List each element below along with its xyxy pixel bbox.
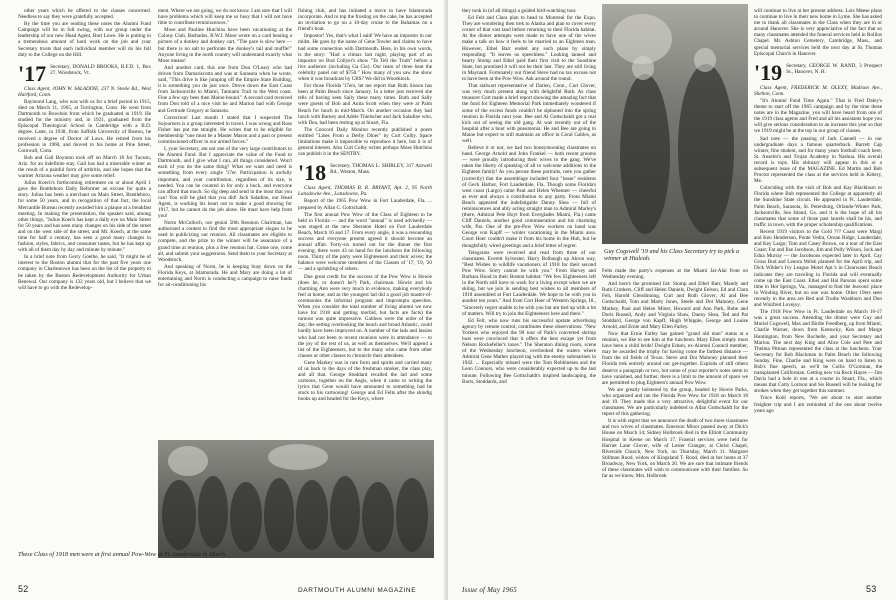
col2-paragraph: Now that Ernie Farley has gained "grand old man" status at a reunion, we like to see him at the luncheon. Mary Ellen simply must have been a child bride! Dwight Edson, ex-Alumni Council member, may be awarded the trophy for having come the farthest distance — from the oil fields of Texas. Steve and Dot Maloney planned their Florida trek entirely around our get-together. Exploits of still others deserve a paragraph or two, but some of your reporter's notes seem to have vanished, and further, there is a limit to the amount of space we are permitted to plug Eighteen's annual Pow Wow. [602,330,748,386]
photo-detail [620,74,670,234]
class-19-secretary: Secretary, GEORGE W. RAND, 3 Prospect St., Hanover, N. H. [786,62,882,75]
left-column-2 [158,8,292,432]
col1-paragraph: Raymond Lang, who was with us for a brief period in 1915, died on March 11, 1965, at Torrington, Conn. He went from Dartmouth to Bowdoin from which he graduated in 1919. He studied for the ministry and, in 1921, graduated from the Episcopal Theological School in Cambridge with a B.D. degree. Later, in 1938, from Suffolk University of Boston, he received a degree of Doctor of Laws. He retired from his profession in 1960, and moved to his home at Pine Street, Cornwall, Conn. [18,98,151,154]
class-17-agent: Class Agent, JOHN W. SALADINE, 237 N. Steele Rd., West Hartford, Conn. [18,85,151,98]
photo-detail [268,444,328,470]
col3-paragraph: The 1918 Pow Wow in Ft. Lauderdale on March 16-17 was a great success. Attending the dinner were Guy and Muriel Cogswell, Max and Birdie Freedberg, up from Miami, Charlie Warner, down from Kentucky, Ken and Marge Huntington, from New Rochelle, and your Secretary and Marion. The next day King and Alice Cole and Pete and Thelma Pitman represented the class at the luncheon. Your Secretary for Bob Blackman in Palm Beach the following Sunday. Fine, Charlie and King were on hand to listen to Bob's fine speech, as we'll be Collis O'Gorman, the transplanted Californian. Getting new via Rock Hayes — Jim Davis had a hole in one at a course in Stuart, Fla., which means that Cotty Lorrson and Sis Russell will be looking for strokes when they get together this summer. [754,309,882,395]
col1-paragraph: Ed Felt and Clara plan to head to Montreal for the Expo. They are wondering then trek to Alaska and plan to cover every corner of that vast land before returning to their Florida habitat. At the dinner attempts were made to have one of the wives make a talk on how it feels to be married to an Eighteen man. However, Ethel Barr ended any such plans by simply responding: "It leaves us speechless." Looking tanned and hearty Stomp and Ethel paid their first visit to the Sunshine State, but promised it will not be their last. They are still living in Maynard. Fortunately our friend Steve had no tax excuse not to have been at the Pow Wow. Ask around the round. [462,15,596,83]
col2-paragraph: And here's the promised list: Stomp and Ethel Barr, Mandy and Ruth Crothers, Cliff and Helen Daniels, Dwight Eelson, Ed and Clara Felt, Harold Glendinning, Curt and Ruth Glover, Al and Bee Gottschaldt, Tom and Marty Jones, Steele and Dot Maloney, Gene Markey, Paul and Helen Miner, Howard and Ann Park, Rube and Doris Russell, Andy and Virginia Shaw, Danny Shea, Ted and Pat Stoddard, George von Kapff, Hugh Whipple, George and Louise Arnold, and Ernie and Mary Ellen Farley. [602,281,748,330]
hialeah-photo [602,4,748,244]
right-column-2 [602,268,748,556]
class-19-number: '19 [754,59,783,85]
col3-paragraph: Recent 1919 visitors to the Gold ??? Coast were Margi and Ken Henderson, Ponte Vedra, Ocean Ridge, Lauderdale, and Key Largo; Tom and Casey Brown, on a tour of the East Coast; Fat and Ilse Jacobson, Jim and Polly Wilson, Jock and Edna Murray — the Jacobsons expected later in April. Cay Gross Bud and Lenora Welsh planned for the April trip, and Dick Wilder's Ivy League Motel Apt.'s in Clearwater Beach indicates they are traveling in Florida and will eventually come up the East Coast. Ethel and Hal Parsons spent some time in Hot Springs, Va., managed to find the Jeavons' place in Winding River, but no one was home. Other 19ers seen recently in the area are Red and Trudie Washburn and Don and Winifred Lovejoy. [754,228,882,309]
col3-paragraph: The first annual Pow Wow of the Class of Eighteen to be held in Florida — and the word "annual" is used advisedly — was staged at the new Sheraton Hotel on Fort Lauderdale Beach, March 16 and 17. From every angle, it was a resounding success and everyone present agreed it should become an annual affair. Forty-six turned out for the dinner the first evening; there were 43 on hand for the luncheon the following noon. Thirty of the party were Eighteeners and their wives; the balance were welcome members of the Classes of '17, '19, '20 — and a sprinkling of others. [298,211,432,273]
class-18-agent: Class Agent, THOMAS B. R. BRYANT, Apt. 2, 95 North Lansdowne Ave., Lansdowne, Pa. [298,185,432,198]
class-19-header [754,59,882,85]
photo-detail [694,48,716,72]
col3-paragraph: Due great credit for the success of the Pow Wow is Howie (does he, or doesn't he?) Park, chairman. Howie and his charming Ann were very much in evidence, making everybody feel at home; and as the youngest lad did a good job master-of-ceremonies the informal program and impromptu speeches. When you consider the total number of living alumni we now have for 1918 and getting morbid, but facts are facts) the turnout was quite impressive. Galileos were the order of the day; the setting overlooking the beach and broad Atlantic, could hardly have been improved on. A number of the lads and lassies who had not been to recent reunions were in attendance — to the joy of the rest of us, as well as themselves. We'll append a list of the Eighteeners, but to the many who came from other classes or other classes to chronicle their attendees. [298,273,432,359]
group-photo-caption: These Class of 1918 men were at first annual Pow-Wow at Ft. Lauderdale in March. [18,551,227,558]
col3-paragraph: The Concord Daily Monitor recently published a poem entitled "Lines From a Derby Diner" by Curt Colby. Space limitations make it impossible to reproduce it here, but it is of general interest. Also Curt Colby writes perhaps Mose Hutchins can publish it in the SENTRY. [298,126,432,158]
photo-detail [162,480,196,550]
photo-detail [230,482,262,552]
right-column-1 [462,8,596,556]
col1-paragraph: In a brief note from Gerry Goethe, he said, "It might be of interest to the Boston alumni that for the past five years one company in Charlestown has been on the list of the property to be taken by the Boston Redevelopment Authority for Urban Renewal. Our company is 132 years old, but I believe that we will have to go with the Redevelop- [18,254,151,291]
col3-paragraph: "It's Alumni Fund Time Again." That is Fred Daley's theme to start off the 1965 campaign and by the time these notes are in the Magazine, you will have heard from one of the 1919 class agents and Fred and all his assistants hope you will give serious consideration to an increase this year so that we 1919 might be at the top in our group of classes. [754,97,882,135]
photo-detail [632,56,654,80]
class-18-header [298,160,432,186]
col2-paragraph: And another card, this one from Don O'Leary who had driven from Damariscotta and was at Sarasota when he wrote, said, "This drive is like jumping off the Empire State Building, it is something you do just once. Drove down the East Coast from Jacksonville to Miami, Tamiami Trail to the West coast. Fine a few spy bees then Maine-bound." A second card received from Don told of a nice visit he and Marion had with George and Gertrude Gregory at Sarasota. [158,64,292,114]
magazine-title: DARTMOUTH ALUMNI MAGAZINE [298,587,417,594]
col3-paragraph: Report of the 1965 Pow Wow in Fort Lauderdale, Fla. ... prepared by Allan C. Gottschaldt. [298,198,432,211]
class-18-number: '18 [298,160,327,186]
col3-paragraph: will continue to live at her present address. Lois Meese plans to continue to live in their new home in Lyme. She has asked me to thank all classmates in the Class when they are in or around Hanover. She is very appreciative of the fact that so many classmates attended the funeral services held in Rollins Chapel. Mr. Ashton Cemetery, Cambridge, Mass., and special memorial services held the next day at St. Thomas Episcopal Church in Hanover. [754,8,882,57]
col3-paragraph: Coinciding with the visit of Bob and Kay Blackburn to Florida where Bob represented the College at apparently all the Sunshine State circuit. He appeared in Ft. Lauderdale, Palm Beach, Sarasota, St. Petersburg, Orlando-Winter Park, Jacksonville, Sea Island, Ga. and it is the hope of all his classmates that some of those past laurels shall be his, and traffic in town, with the proper scholarship qualifications. [754,185,882,228]
photo-detail [168,446,208,476]
photo-detail [362,482,394,552]
col2-paragraph: I, your Secretary, am not one of the very large contributors to the Alumni Fund. But I appreciate the value of the Fund to Dartmouth, and I give what I can, all things considered. Won't each of you do the same thing? What we want and need is something from every single '17er. Participation is awfully important, and your contribution, regardless of its size, is needed. You can be counted in for only a buck, and everyone can afford that much. So dig deep and send in the most that you can! You will be glad that you did! Jack Saladine, our Head Agent, is working his heart out to make a good showing for 1917, but he cannot do the job alone. He must have help from you! [158,146,292,220]
left-page-number: 52 [18,584,29,594]
photo-detail [296,480,328,550]
right-page [448,0,896,600]
col3-paragraph: For those Florida '17ers, let me report that Ruth Sisson has been at Palm Beach since January. In a letter just received she tells of having seen Sally these many times. Ruth and Sally were guests of Bob and Anita Scott when they were at Palm Beach for lunch in mid-March. On another occasion they had lunch with Barney and Adele Thielscher and Jack Saladine who, with Dea, had been resting up at Stuart, Fla. [298,83,432,126]
class-1918-group-photo [158,440,434,558]
photo-detail [678,64,734,234]
left-column-3 [298,8,432,432]
col1-paragraph: Believe it or not, we had two honeymooning classmates on hand. George Arnold and John Frankel — both recent grooms — were proudly introducing their wives to the gang. We've taken the liberty of speaking of all to welcome additions to the Eighteen family! As you peruse these portraits, note you gather (correctly) that the assemblage included four "loose" residents of Geck Harbor, Fort Lauderdale, Fla. Though some Florida's west coast (Largo) came Paul and Helen Whenner — cheerful as ever and always a contribution to any party. From Miami Beach appeared the indefatigable Danny Shea — full of reminiscences and ably acting straight man to Admiral Marley's (there, Admiral Pete Hoyt from Everglades Miami, Fla.) came Cliff Daniels, another good commiseration and his charming wife, Pat. One of the pre-Pow Wow workers on hand was George von Kapff — winter vacationing in the Miami area. Court Hoer couldn't make it from his home in the Hub, but he thoughtfully wired greetings and a brief letter of regret. [462,145,596,249]
class-19-agent: Class Agent, FREDERICK M. OLEXY, Madison Ave., Shelton, Conn. [754,84,882,97]
col2-paragraph: Felts made the party's expenses at the Miami Jai-Alai front on Wednesday evening. [602,268,748,281]
col3-paragraph: Impostor! Yes, that's what I said! We have an impostor in our midst. He goes by the name of Gene Towler and claims to have had some connection with Dartmouth. Here, in his own words, is the story: "Had a climax last night, playing part of an impostor on Bud Collyer's show "To Tell the Truth" before a live audience (including Ga Cie). Our team of three beat the celebrity panel out of $750." How many of you saw the show when it was broadcast by CBS? We did in Woodstock. [298,33,432,83]
class-18-secretary: Secretary, THOMAS L. SHIRLEY, 317 Amwell Rd., Weston, Mass. [330,163,432,176]
col2-paragraph: And speaking of Norm, he is keeping busy down on the Florida Keys, at Islamorada. He and Mary are doing a lot of entertaining and Norm is conducting a campaign to raise funds for air-conditioning his [158,263,292,289]
col2-paragraph: Norm McCulloch, our genial 50th Reunion Chairman, has authorized a contest to find the most appropriate slogan to be used in publicizing our reunion. All classmates are eligible to compete, and the prize to the winner will be assurance of a grand time at reunion, plus a free reunion hat. Come one, come all, and submit your suggestions. Send them to your Secretary at Woodstock. [158,220,292,263]
col2-paragraph: We are greatly bolstered by the group, headed by Howie Parks, who organized and ran the Florida Pow Wow for 1918 on March 18 and 19. They made this a very attractive, delightful event for our classmates. We are particularly indebted to Allan Gottschaldt for the report of this gathering. [602,386,748,418]
col1-paragraph: they took in (of all things) a guided bird-watching tour. [462,8,577,14]
class-17-number: '17 [18,60,47,86]
col1-paragraph: That stalwart representative of Darien, Conn., Curt Glover, was very much present along with delightful Ruth. As class treasurer Curt made a brief report showing the amazing fact that the fund for Eighteen Memorial Park immediately wondered if some of the excess funds couldn't be siphoned into the spring reunion in Florida next year. Bee and Al Gottschaldt got a real kick out of seeing the old gang. Al was recently out of the hospital after a bout with pneumonia. He and Bee are going to Maine but expect to still maintain an office in Coral Gables, as well. [462,83,596,144]
col1-paragraph: Telegrams were received and read from three of our classmates. Everett Sylvester, Harry Bolbaugh up Akron way, "Best Wishes to wildlife vacationers of 1918 for their second Pow Wow. Sorry cannot be with you." From Harvey and Barbara Hood in their Boston habitat: "We few Eighteeners left in the North still have to work for a living except when we are skiing, but we join in sending best wishes to all members of 1918 assembled at Fort Lauderdale. We hope to be with you in another ten years." And from Cort Hoer of Western Springs, Ill., "Sincerely regret unable to be with you but am tied up with a lot of matters. Will try to join the Eighteeners here and there." [462,249,596,317]
photo-detail [264,478,294,552]
col1-paragraph: Julius Koech's forthcoming retirement on or about April 1 gave the Brattleboro Daily Reformer an excuse for quite a story. Julius has been a merchant on Main Street, Brattleboro, for some 50 years, and in recognition of that fact, the local Mercantile Bureau recently awarded him a plaque at a breakfast meeting. In making the presentation, the speaker said, among other things, "Julius Koech has kept a daily eye on Main Street for 50 years and has seen many changes on his side of the street and on the west side of the street, and Mr. Koech, at the same time for half a century, has seen a good many changes in fashion, styles, fabrics, and consumer tastes, but he has kept up with all of them day by day and minute by minute." [18,180,151,254]
class-17-secretary: Secretary, DONALD BROOKS, R.F.D. 1, Box 27, Woodstock, Vt. [50,63,151,76]
col1-intro: other years which he offered to the classes concerned. Needless to say they were gratefully accepted. [18,8,151,21]
right-page-number: 53 [866,584,877,594]
hialeah-photo-caption: Guy Cogswell '19 and his Class Secretary try to pick a winner at Hialeah. [604,248,740,262]
photo-detail [330,476,360,550]
col2-paragraph: ment. Where we are going, we do not know. I am sure that I will have problems which will keep me so busy that I will not have time to contribute reminiscences." [158,8,292,27]
col2-paragraph: Correction! Last month I stated that I suspected The Sojourners is a group interested in travel. I was wrong and Ross Fisher has put me straight. He writes that to be eligible for membership "one must be a Master Mason and a past or present commissioned officer in our armed forces." [158,114,292,145]
col3-paragraph: Sad note — the passing of Jack Cannell — in our undergraduate days a famous quarterback. Barrett Cap winner, fine student, and for many years football coach here, St. Anselm's and Trojan Academy in Nashua. His overall record is tops. His obituary will appear in this or a subsequent issue of the MAGAZINE. Ed Martin and Bob Proctor represented the class at the services held in Kittery, Me. [754,135,882,185]
issue-label: Issue of May 1965 [462,586,517,594]
photo-detail [396,478,428,552]
right-column-3 [754,8,882,556]
col2-paragraph: It is with regret that we announce the death of two more classmates and two wives of classmates. Emerson Minor passed away at Dick's House on March 14; Sidney Holbrook died in the Elliott Community Hospital in Keene on March 17. Funeral services were held for Harriet Lane Glover, wife of Lester Granger, at Christ Chapel, Riverside Church, New York, on Thursday, March 11. Margaret Stillman Rood, widow of Kingsland T. Rood, died at her home at 37 Broadway, New York, on March 20. We are sure that intimate friends of these classmates will wish to communicate with their families. So far as we know, Mrs. Holbrook [602,418,748,480]
col3-paragraph: Truce Kohl reports, "We are about to start another freighter trip and I am reminded of the one about twelve years ago [754,395,882,414]
class-17-header [18,60,151,86]
col3-paragraph: fishing club, and has initiated a move to have Islamorada incorporate. And to top the frosting on the cake, he has accepted an invitation to go on a 10-day cruise to the Bahamas on a friend's boat. [298,8,432,33]
col2-paragraph: Mose and Pauline Hutchins have been vacationing at the Colony Club, Barbados, B.W.I. Mose wrote on a card bearing a picture of a donkey and donkey cart, "The pace is slow here — but there is no salt to perforate the donkey's tail and muffle!" Anyone living in the north country will understand exactly what Mose means! [158,27,292,64]
photo-detail [198,476,228,548]
left-column-1 [18,8,151,556]
col1-paragraph: Bob and Gail Boynton took off on March 18 for Tucson, Ariz. for an indefinite stay. Gail has had a miserable winter as the result of a painful form of arthritis, and she hopes that the warmer Arizona weather may give some relief. [18,154,151,180]
col1-intro2: By the time you are reading these notes the Alumni Fund Campaign will be in full swing, with our group under the leadership of our new Head Agent, Burt Lowe. He is putting in a tremendous amount of hard work on the job and your Secretary trusts that each individual member will do his full duty to the College on the Hill. [18,21,151,58]
col1-paragraph: Ed Felt, who now runs his successful upstate advertising agency by remote control, contributes these observations: "New Yorkers who enjoyed the 90 tour of Park's converted shrimp boat were convinced that it offers the best escape yet from Nelson Rockefeller's taxes." The Sheraton dining room, scene of the Wednesday luncheon, overlooked the waters where Admiral Gene Mather played tag with the enemy submarines in 1942. ... Especially missed were the Tom Robbineses and the Leon Connors, who were considerably expected up to the last minute. Following Bee Gottschaldt's inspired landscaping, the Barrs, Stoddards, and [462,317,596,385]
col3-paragraph: Gene Markey was in rare form and spirits and carried many of us back to the days of the freshman smoker, the class play, and all that. George Stoddard recalled the lad and some cartoons, together on the Aegis, when it came to writing the lyrics that Gene would have amounted to something had he stuck to his cartooning! George and Ed Felts after the shindig hooks up and headed for the Keys, where [298,359,432,403]
